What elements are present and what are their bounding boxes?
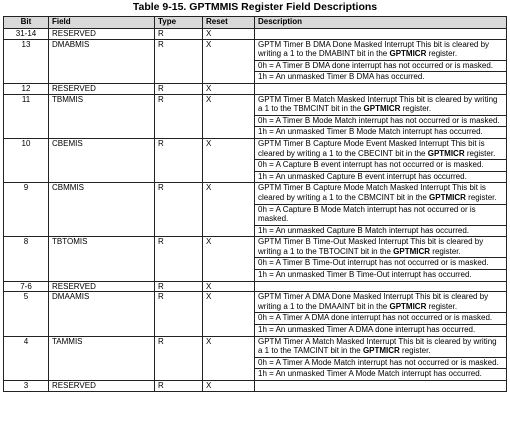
type-cell: R	[155, 83, 203, 94]
register-name: GPTMICR	[362, 346, 400, 356]
description-text: register.	[465, 192, 497, 202]
reset-cell: X	[203, 183, 255, 237]
description-line	[255, 40, 506, 61]
description-text: register.	[430, 246, 461, 256]
type-cell: R	[155, 183, 203, 237]
reset-cell: X	[203, 281, 255, 292]
header-description: Description	[255, 17, 507, 29]
register-name: GPTMICR	[427, 148, 465, 158]
table-row	[4, 237, 507, 281]
type-cell: R	[155, 281, 203, 292]
bit-cell: 10	[4, 138, 49, 182]
description-cell	[255, 292, 507, 336]
field-cell: CBEMIS	[49, 138, 155, 182]
description-text: register.	[399, 346, 431, 356]
field-cell: RESERVED	[49, 381, 155, 392]
description-line	[255, 226, 506, 237]
table-row	[4, 292, 507, 336]
bit-cell: 3	[4, 381, 49, 392]
description-line	[255, 95, 506, 116]
description-text: 1h = An unmasked Capture B event interrupt has occurred.	[258, 171, 467, 181]
description-text: 1h = An unmasked Timer B DMA has occurred.	[258, 72, 425, 82]
description-text: 0h = A Capture B Mode Match interrupt has not occurred or is masked.	[258, 204, 476, 224]
description-cell	[255, 39, 507, 83]
table-row	[4, 83, 507, 94]
description-cell	[255, 281, 507, 292]
description-line	[255, 127, 506, 138]
description-text: register.	[464, 148, 496, 158]
table-row	[4, 29, 507, 40]
description-line	[255, 160, 506, 172]
description-line	[255, 358, 506, 370]
bit-cell: 12	[4, 83, 49, 94]
reset-cell: X	[203, 237, 255, 281]
type-cell: R	[155, 292, 203, 336]
description-text: 1h = An unmasked Capture B Match interrupt has occurred.	[258, 225, 470, 235]
description-cell	[255, 29, 507, 40]
description-cell	[255, 94, 507, 138]
table-row	[4, 138, 507, 182]
table-row	[4, 281, 507, 292]
description-line	[255, 369, 506, 380]
header-bit: Bit	[4, 17, 49, 29]
description-text: register.	[426, 49, 458, 59]
description-cell	[255, 336, 507, 380]
description-cell	[255, 83, 507, 94]
field-cell: RESERVED	[49, 281, 155, 292]
description-text: GPTM Timer B Time-Out Masked Interrupt This bit is cleared by writing a 1 to the TBTOCINT bit in the	[258, 237, 484, 256]
description-line	[255, 237, 506, 258]
register-name: GPTMICR	[393, 246, 431, 256]
description-line	[255, 325, 506, 336]
table-row	[4, 94, 507, 138]
bit-cell: 9	[4, 183, 49, 237]
description-cell	[255, 237, 507, 281]
description-text: GPTM Timer B Capture Mode Event Masked Interrupt This bit is cleared by writing a 1 to the CBECINT bit in the	[258, 138, 485, 158]
field-cell: DMAAMIS	[49, 292, 155, 336]
description-text: 0h = A Timer B DMA done interrupt has not occurred or is masked.	[258, 60, 494, 70]
description-text: 0h = A Capture B event interrupt has not occurred or is masked.	[258, 160, 484, 170]
description-text: 1h = An unmasked Timer B Time-Out interrupt has occurred.	[258, 270, 472, 280]
field-cell: TBTOMIS	[49, 237, 155, 281]
type-cell: R	[155, 381, 203, 392]
table-row	[4, 183, 507, 237]
description-line	[255, 205, 506, 226]
table-header-row	[4, 17, 507, 29]
description-line	[255, 172, 506, 183]
header-field: Field	[49, 17, 155, 29]
description-text: 0h = A Timer B Time-Out interrupt has not occurred or is masked.	[258, 258, 489, 268]
description-line	[255, 139, 506, 160]
field-cell: TAMMIS	[49, 336, 155, 380]
description-text: register.	[426, 301, 458, 311]
bit-cell: 31-14	[4, 29, 49, 40]
bit-cell: 8	[4, 237, 49, 281]
type-cell: R	[155, 39, 203, 83]
description-text: GPTM Timer A Match Masked Interrupt This bit is cleared by writing a 1 to the TAMCINT bit in the	[258, 336, 497, 356]
register-name: GPTMICR	[389, 49, 427, 59]
description-text: 1h = An unmasked Timer A DMA done interrupt has occurred.	[258, 325, 476, 335]
bit-cell: 13	[4, 39, 49, 83]
reset-cell: X	[203, 336, 255, 380]
description-line	[255, 183, 506, 204]
description-text: 0h = A Timer B Mode Match interrupt has not occurred or is masked.	[258, 115, 500, 125]
type-cell: R	[155, 336, 203, 380]
register-name: GPTMICR	[363, 104, 401, 114]
description-cell	[255, 183, 507, 237]
table-body	[4, 29, 507, 392]
register-name: GPTMICR	[429, 192, 466, 202]
description-line	[255, 72, 506, 83]
type-cell: R	[155, 138, 203, 182]
table-row	[4, 39, 507, 83]
bit-cell: 4	[4, 336, 49, 380]
table-row	[4, 381, 507, 392]
description-cell	[255, 138, 507, 182]
field-cell: RESERVED	[49, 83, 155, 94]
description-line	[255, 292, 506, 313]
bit-cell: 5	[4, 292, 49, 336]
header-reset: Reset	[203, 17, 255, 29]
description-text: GPTM Timer B Match Masked Interrupt This bit is cleared by writing a 1 to the TBMCINT bit in the	[258, 94, 498, 114]
header-type: Type	[155, 17, 203, 29]
description-text: GPTM Timer A DMA Done Masked Interrupt This bit is cleared by writing a 1 to the DMAAINT bit in the	[258, 292, 489, 311]
description-line	[255, 258, 506, 270]
reset-cell: X	[203, 138, 255, 182]
reset-cell: X	[203, 29, 255, 40]
reset-cell: X	[203, 94, 255, 138]
description-line	[255, 313, 506, 325]
field-cell: DMABMIS	[49, 39, 155, 83]
table-title: Table 9-15. GPTMMIS Register Field Descriptions	[132, 1, 378, 13]
description-text: GPTM Timer B DMA Done Masked Interrupt This bit is cleared by writing a 1 to the DMABINT bit in the	[258, 39, 490, 59]
table-row	[4, 336, 507, 380]
field-cell: TBMMIS	[49, 94, 155, 138]
type-cell: R	[155, 94, 203, 138]
bit-cell: 7-6	[4, 281, 49, 292]
field-cell: RESERVED	[49, 29, 155, 40]
description-text: 0h = A Timer A DMA done interrupt has not occurred or is masked.	[258, 313, 493, 323]
description-line	[255, 337, 506, 358]
description-text: GPTM Timer B Capture Mode Match Masked Interrupt This bit is cleared by writing a 1 to the CBMCINT bit in the	[258, 183, 486, 202]
description-text: 1h = An unmasked Timer B Mode Match interrupt has occurred.	[258, 127, 483, 137]
description-cell	[255, 381, 507, 392]
description-text: 0h = A Timer A Mode Match interrupt has not occurred or is masked.	[258, 357, 499, 367]
type-cell: R	[155, 29, 203, 40]
bit-cell: 11	[4, 94, 49, 138]
reset-cell: X	[203, 83, 255, 94]
register-field-table	[3, 16, 507, 392]
field-cell: CBMMIS	[49, 183, 155, 237]
type-cell: R	[155, 237, 203, 281]
description-line	[255, 116, 506, 128]
reset-cell: X	[203, 292, 255, 336]
register-name: GPTMICR	[389, 301, 427, 311]
description-text: 1h = An unmasked Timer A Mode Match interrupt has occurred.	[258, 369, 482, 379]
reset-cell: X	[203, 39, 255, 83]
description-line	[255, 61, 506, 73]
description-text: register.	[400, 104, 432, 114]
reset-cell: X	[203, 381, 255, 392]
description-line	[255, 270, 506, 281]
